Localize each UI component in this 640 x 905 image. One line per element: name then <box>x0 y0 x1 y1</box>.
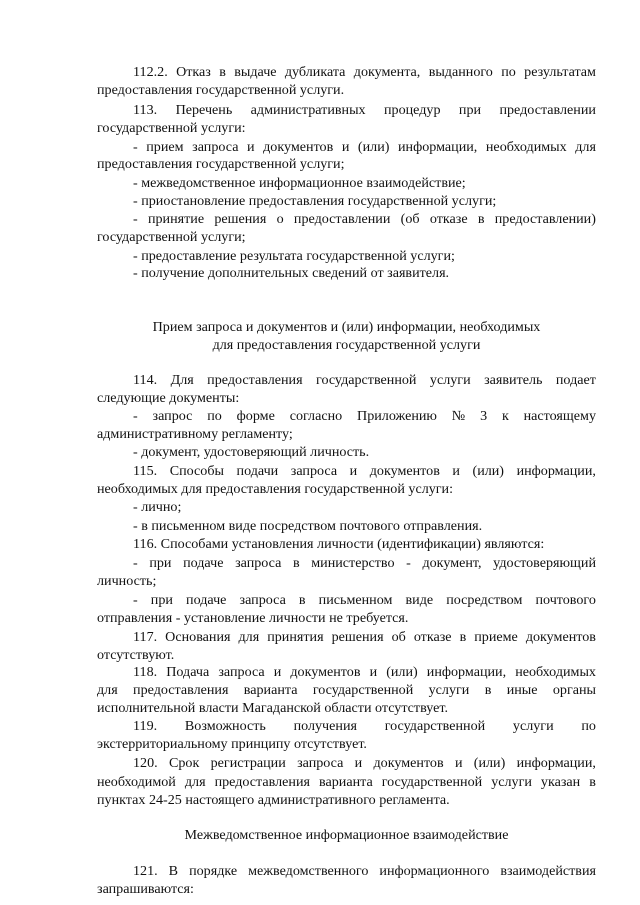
text-line: - приостановление предоставления государственной услуги; <box>133 193 497 209</box>
text-line: административному регламенту; <box>97 426 293 442</box>
text-line: - предоставление результата государственной услуги; <box>133 248 455 264</box>
text-line: - запрос по форме согласно Приложению № 3 к настоящему <box>133 408 596 424</box>
text-line: для предоставления варианта государственной услуги в иные органы <box>97 682 596 698</box>
text-line: - принятие решения о предоставлении (об отказе в предоставлении) <box>133 211 596 227</box>
text-line: необходимой для предоставления варианта государственной услуги указан в <box>97 774 596 790</box>
text-line: предоставления государственной услуги; <box>97 156 345 172</box>
text-line: 113. Перечень административных процедур при предоставлении <box>133 102 596 118</box>
text-line: отправления - установление личности не требуется. <box>97 610 409 626</box>
text-line: отсутствуют. <box>97 647 175 663</box>
text-line: необходимых для предоставления государственной услуги: <box>97 481 454 497</box>
text-line: 116. Способами установления личности (идентификации) являются: <box>133 536 545 552</box>
text-line: запрашиваются: <box>97 881 194 897</box>
text-line: государственной услуги; <box>97 229 246 245</box>
text-line: - прием запроса и документов и (или) информации, необходимых для <box>133 139 596 155</box>
text-line: - в письменном виде посредством почтового отправления. <box>133 518 483 534</box>
text-line: пунктах 24-25 настоящего административного регламента. <box>97 792 450 808</box>
text-line: предоставления государственной услуги. <box>97 82 345 98</box>
text-line: 112.2. Отказ в выдаче дубликата документа, выданного по результатам <box>133 64 596 80</box>
text-line: - документ, удостоверяющий личность. <box>133 444 370 460</box>
text-line: исполнительной власти Магаданской области отсутствует. <box>97 700 448 716</box>
text-line: - межведомственное информационное взаимодействие; <box>133 175 466 191</box>
text-line: 114. Для предоставления государственной услуги заявитель подает <box>133 372 596 388</box>
text-line: 119. Возможность получения государственной услуги по <box>133 718 596 734</box>
section-heading: Межведомственное информационное взаимодействие <box>184 827 509 843</box>
text-line: 115. Способы подачи запроса и документов и (или) информации, <box>133 463 596 479</box>
text-line: - при подаче запроса в письменном виде посредством почтового <box>133 592 596 608</box>
text-line: 120. Срок регистрации запроса и документов и (или) информации, <box>133 755 596 771</box>
text-line: 121. В порядке межведомственного информационного взаимодействия <box>133 863 596 879</box>
text-line: личность; <box>97 573 157 589</box>
text-line: следующие документы: <box>97 390 240 406</box>
section-heading: для предоставления государственной услуги <box>212 337 481 353</box>
text-line: 118. Подача запроса и документов и (или) информации, необходимых <box>133 664 596 680</box>
text-line: экстерриториальному принципу отсутствует. <box>97 736 367 752</box>
text-line: 117. Основания для принятия решения об отказе в приеме документов <box>133 629 596 645</box>
section-heading: Прием запроса и документов и (или) информации, необходимых <box>152 319 541 335</box>
text-line: - лично; <box>133 499 182 515</box>
text-line: - получение дополнительных сведений от заявителя. <box>133 265 450 281</box>
text-line: - при подаче запроса в министерство - документ, удостоверяющий <box>133 555 596 571</box>
text-line: государственной услуги: <box>97 120 246 136</box>
